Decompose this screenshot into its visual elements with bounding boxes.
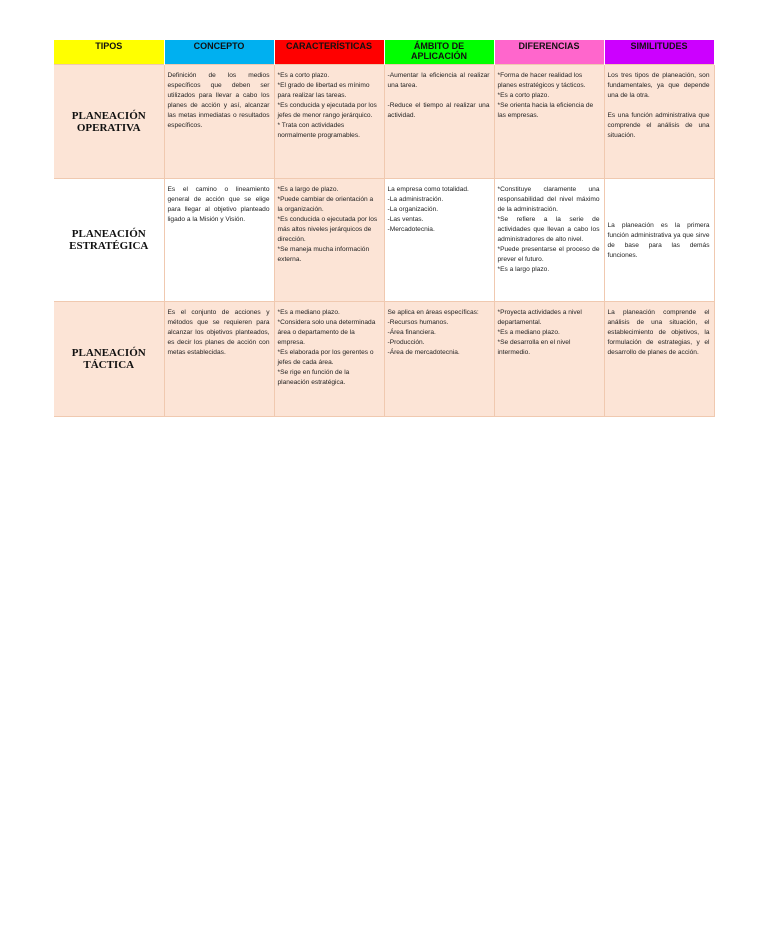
planning-types-table — [54, 40, 715, 417]
cell-ambito: La empresa como totalidad. -La administración. -La organización. -Las ventas. -Mercadotecnia. — [384, 179, 494, 302]
cell-tipo: PLANEACIÓN OPERATIVA — [54, 65, 164, 179]
table-row-operativa — [54, 65, 714, 179]
cell-similitudes: La planeación comprende el análisis de una situación, el establecimiento de objetivos, la formulación de estrategias, y el desarrollo de planes de acción. — [604, 302, 714, 417]
cell-tipo: PLANEACIÓN TÁCTICA — [54, 302, 164, 417]
cell-concepto: Es el conjunto de acciones y métodos que se requieren para alcanzar los objetivos planteados, es decir los planes de acción con metas establecidas. — [164, 302, 274, 417]
cell-similitudes: La planeación es la primera función administrativa ya que sirve de base para las demás funciones. — [604, 179, 714, 302]
cell-caracteristicas: *Es a largo de plazo. *Puede cambiar de orientación a la organización. *Es conducida o ejecutada por los más altos niveles jerárquicos de dirección. *Se maneja mucha información externa. — [274, 179, 384, 302]
table-header-row — [54, 40, 714, 65]
cell-concepto: Es el camino o lineamiento general de acción que se elige para llegar al objetivo planteado ligado a la Misión y Visión. — [164, 179, 274, 302]
header-similitudes: SIMILITUDES — [604, 40, 714, 65]
header-concepto: CONCEPTO — [164, 40, 274, 65]
table-row-tactica — [54, 302, 714, 417]
cell-ambito: -Aumentar la eficiencia al realizar una tarea. -Reduce el tiempo al realizar una actividad. — [384, 65, 494, 179]
table-row-estrategica — [54, 179, 714, 302]
cell-diferencias: *Proyecta actividades a nivel departamental. *Es a mediano plazo. *Se desarrolla en el nivel intermedio. — [494, 302, 604, 417]
header-diferencias: DIFERENCIAS — [494, 40, 604, 65]
cell-ambito: Se aplica en áreas específicas: -Recursos humanos. -Área financiera. -Producción. -Área de mercadotecnia. — [384, 302, 494, 417]
cell-diferencias: *Forma de hacer realidad los planes estratégicos y tácticos. *Es a corto plazo. *Se orienta hacia la eficiencia de las empresas. — [494, 65, 604, 179]
cell-caracteristicas: *Es a corto plazo. *El grado de libertad es mínimo para realizar las tareas. *Es conducida y ejecutada por los jefes de menor rango jerárquico. * Trata con actividades normalmente programables. — [274, 65, 384, 179]
cell-diferencias: *Constituye claramente una responsabilidad del nivel máximo de la administración. *Se refiere a la serie de actividades que llevan a cabo los administradores de alto nivel. *Puede presentarse el proceso de prever el futuro. *Es a largo plazo. — [494, 179, 604, 302]
header-tipos: TIPOS — [54, 40, 164, 65]
header-caracteristicas: CARACTERÍSTICAS — [274, 40, 384, 65]
header-ambito: ÁMBITO DE APLICACIÓN — [384, 40, 494, 65]
cell-caracteristicas: *Es a mediano plazo. *Considera solo una determinada área o departamento de la empresa. *Es elaborada por los gerentes o jefes de cada área. *Se rige en función de la planeación estratégica. — [274, 302, 384, 417]
cell-similitudes: Los tres tipos de planeación, son fundamentales, ya que depende una de la otra. Es una función administrativa que comprende el análisis de una situación. — [604, 65, 714, 179]
cell-concepto: Definición de los medios específicos que deben ser utilizados para llevar a cabo los planes de acción y así, alcanzar las metas inmediatas o resultados específicos. — [164, 65, 274, 179]
cell-tipo: PLANEACIÓN ESTRATÉGICA — [54, 179, 164, 302]
